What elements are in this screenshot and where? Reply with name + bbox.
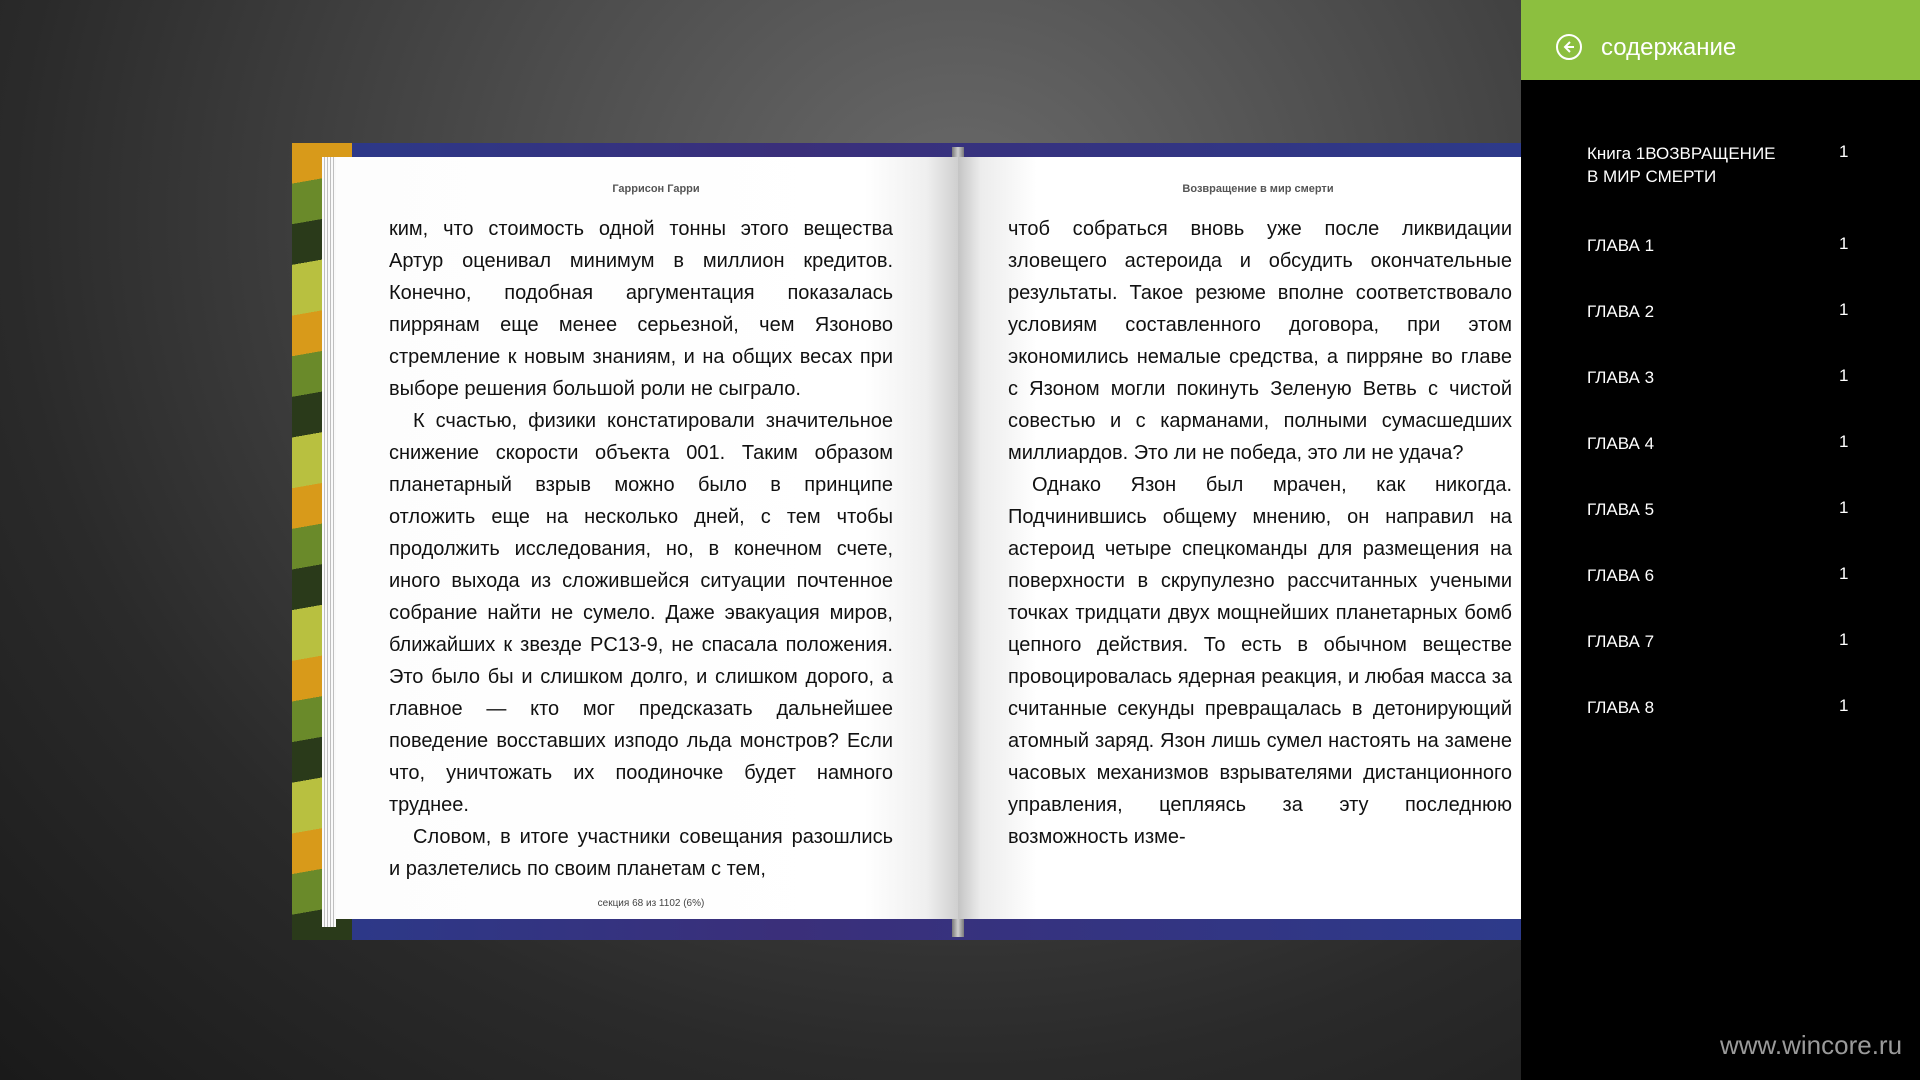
toc-item[interactable] [1521,142,1920,192]
right-page-text [1008,213,1512,853]
left-running-head: Гаррисон Гарри [612,183,700,195]
right-page[interactable] [958,157,1521,919]
toc-item-label: ГЛАВА 7 [1587,632,1655,651]
toc-item[interactable] [1521,234,1920,284]
paragraph: чтоб собраться вновь уже после ликвидации зловещего астероида и обсудить окончательные результаты. Такое резюме вполне соответствовало условиям составленного договора, при этом экономились немалые средства, а пирряне во главе с Язоном могли покинуть Зеленую Ветвь с чистой совестью и с карманами, полными сумасшедших миллиардов. Это ли не победа, это ли не удача? [1008,218,1512,464]
toc-item-label: ГЛАВА 5 [1587,500,1655,519]
toc-item-page: 1 [1839,142,1849,161]
toc-panel [1521,0,1920,1080]
toc-panel-header [1521,0,1920,80]
toc-item-label: ГЛАВА 4 [1587,434,1655,453]
toc-item[interactable] [1521,300,1920,350]
paragraph: К счастью, физики констатировали значительное снижение скорости объекта 001. Таким образом планетарный взрыв можно было в принципе отложить еще на несколько дней, с тем чтобы продолжить исследования, но, в конечном счете, иного выхода из сложившейся ситуации почтенное собрание найти не сумело. Даже эвакуация миров, ближайших к звезде PC13-9, не спасала положения. Это было бы и слишком долго, и слишком дорого, а главное — кто мог предсказать дальнейшее поведение восставших изподо льда монстров? Если что, уничтожать их поодиночке будет намного труднее. [389,410,893,816]
watermark: www.wincore.ru [1720,1030,1903,1060]
page-position-footer: секция 68 из 1102 (6%) [597,898,705,909]
toc-item[interactable] [1521,366,1920,416]
toc-item-page: 1 [1839,432,1849,451]
book-view [292,143,1521,940]
toc-item-label: ГЛАВА 8 [1587,698,1655,717]
toc-item-label: Книга 1ВОЗВРАЩЕНИЕ В МИР СМЕРТИ [1587,144,1776,186]
toc-item[interactable] [1521,630,1920,680]
toc-item-label: ГЛАВА 6 [1587,566,1655,585]
paragraph: Словом, в итоге участники совещания разошлись и разлетелись по своим планетам с тем, [389,826,893,880]
toc-item-page: 1 [1839,630,1849,649]
toc-item-page: 1 [1839,234,1849,253]
right-running-head: Возвращение в мир смерти [1182,183,1334,195]
toc-item-page: 1 [1839,366,1849,385]
toc-item-page: 1 [1839,564,1849,583]
toc-item-label: ГЛАВА 1 [1587,236,1655,255]
toc-item[interactable] [1521,498,1920,548]
page-stack [322,157,336,927]
toc-item-page: 1 [1839,300,1849,319]
toc-item-page: 1 [1839,696,1849,715]
toc-title: содержание [1601,34,1737,61]
toc-item-page: 1 [1839,498,1849,517]
toc-item[interactable] [1521,564,1920,614]
left-page-text [389,213,893,885]
toc-item[interactable] [1521,696,1920,746]
left-page[interactable] [336,157,958,919]
back-arrow-circle-icon[interactable] [1556,34,1582,60]
toc-list [1521,124,1920,717]
toc-item[interactable] [1521,432,1920,482]
toc-item-label: ГЛАВА 2 [1587,302,1655,321]
paragraph: ким, что стоимость одной тонны этого вещества Артур оценивал минимум в миллион кредитов. Конечно, подобная аргументация показалась пиррянам еще менее серьезной, чем Язоново стремление к новым знаниям, и на общих весах при выборе решения большой роли не сыграло. [389,218,893,400]
paragraph: Однако Язон был мрачен, как никогда. Подчинившись общему мнению, он направил на астероид четыре спецкоманды для размещения на поверхности в скрупулезно рассчитанных учеными точках тридцати двух мощнейших планетарных бомб цепного действия. То есть в обычном веществе провоцировалась ядерная реакция, и любая масса за считанные секунды превращалась в детонирующий атомный заряд. Язон лишь сумел настоять на замене часовых механизмов взрывателями дистанционного управления, цепляясь за эту последнюю возможность изме- [1008,474,1512,848]
toc-item-label: ГЛАВА 3 [1587,368,1655,387]
